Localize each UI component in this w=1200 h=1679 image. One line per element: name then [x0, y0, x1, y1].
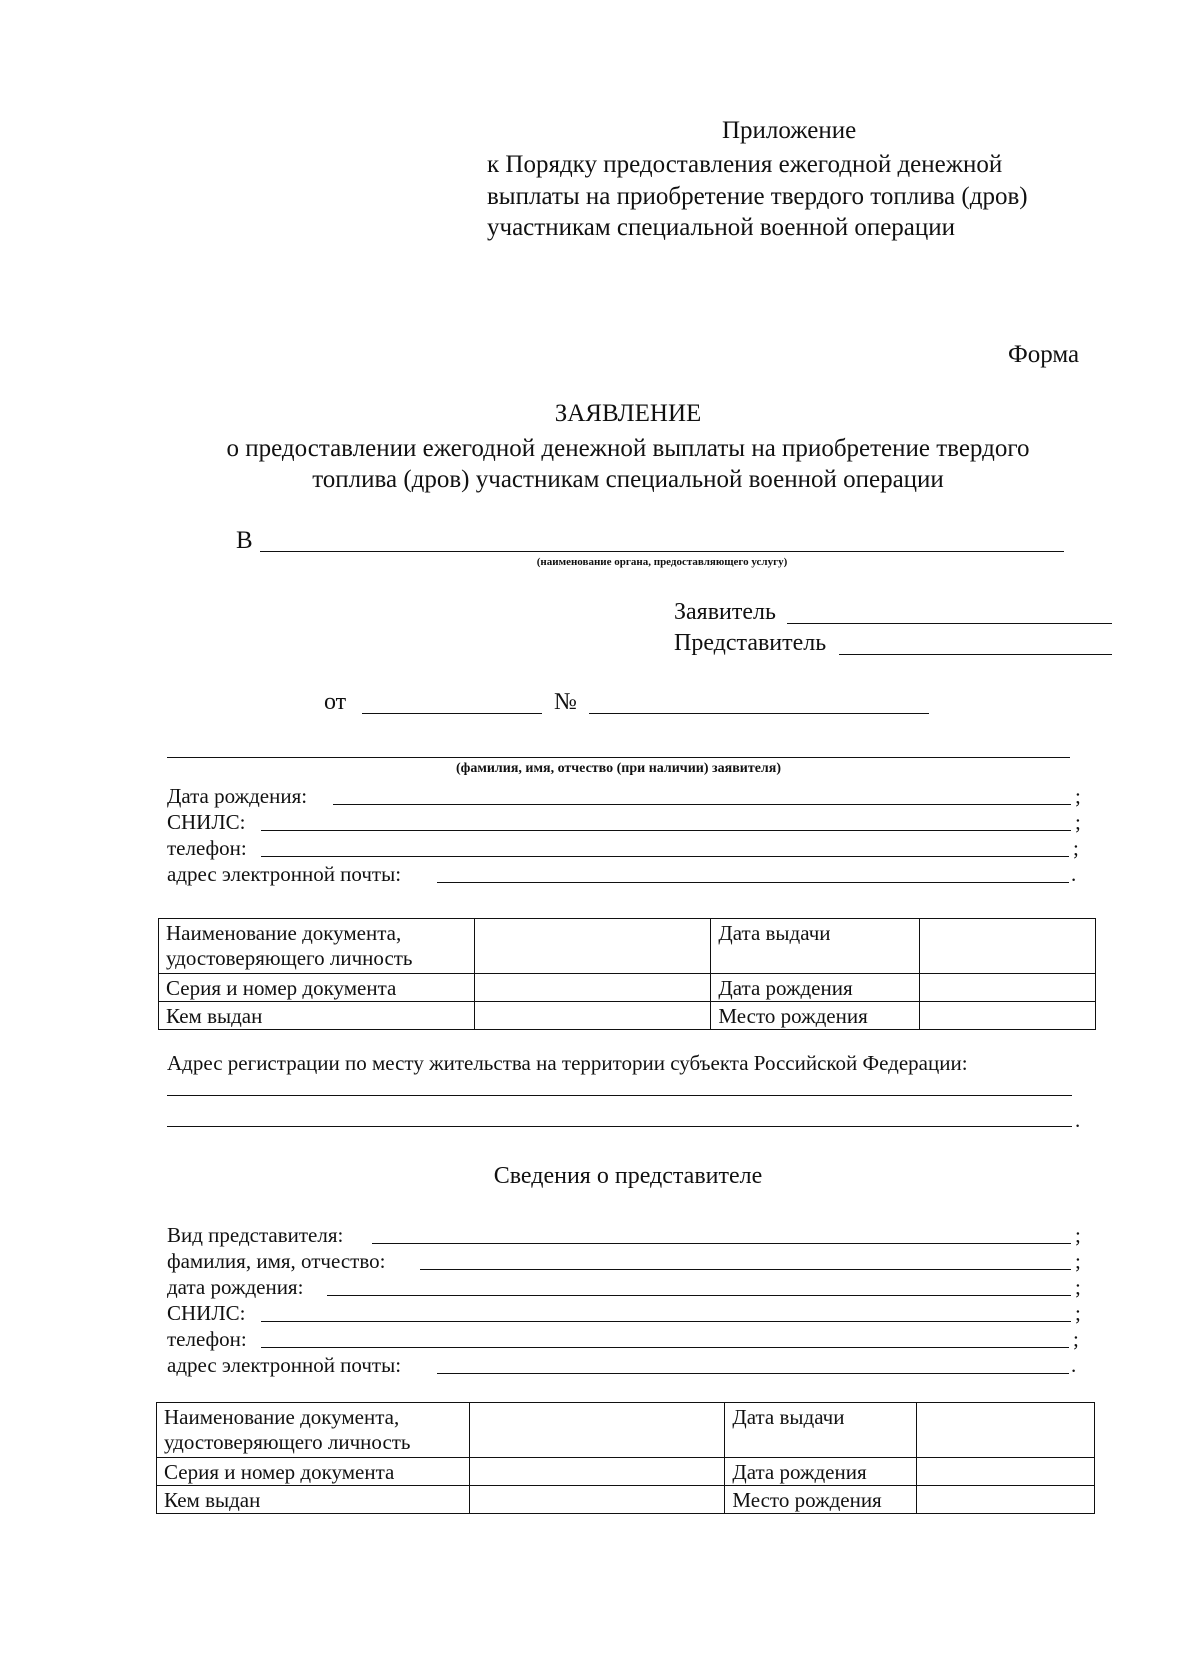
- representative-phone-label: телефон:: [167, 1327, 247, 1351]
- date-input-line[interactable]: [362, 713, 542, 714]
- representative-phone-field: [167, 1326, 1084, 1352]
- representative-email-input-line[interactable]: [437, 1373, 1069, 1374]
- doc-name-label: Наименование документа, удостоверяющего личность: [159, 919, 475, 974]
- doc-name-value[interactable]: [469, 1403, 725, 1458]
- semicolon: ;: [1075, 1275, 1081, 1299]
- phone-label: телефон:: [167, 836, 247, 860]
- applicant-fio-line[interactable]: [167, 757, 1070, 758]
- semicolon: ;: [1075, 1249, 1081, 1273]
- applicant-email-field: [167, 861, 1084, 887]
- snils-input-line[interactable]: [261, 830, 1071, 831]
- semicolon: ;: [1075, 810, 1081, 834]
- appendix-title: Приложение: [722, 117, 857, 144]
- phone-input-line[interactable]: [261, 856, 1069, 857]
- issued-by-label: Кем выдан: [159, 1002, 475, 1030]
- birth-place-value[interactable]: [917, 1486, 1095, 1514]
- issue-date-label: Дата выдачи: [711, 919, 920, 974]
- issued-by-label: Кем выдан: [157, 1486, 470, 1514]
- recipient-caption: (наименование органа, предоставляющего услугу): [536, 556, 788, 568]
- appendix-line: к Порядку предоставления ежегодной денежной: [487, 151, 1003, 178]
- appendix-line: участникам специальной военной операции: [487, 214, 956, 241]
- number-input-line[interactable]: [589, 713, 929, 714]
- fio-caption: (фамилия, имя, отчество (при наличии) заявителя): [455, 761, 782, 776]
- birth-place-label: Место рождения: [725, 1486, 917, 1514]
- representative-section-title: Сведения о представителе: [493, 1163, 763, 1189]
- semicolon: ;: [1073, 836, 1079, 860]
- applicant-label: Заявитель: [674, 599, 776, 625]
- issued-by-value[interactable]: [469, 1486, 725, 1514]
- representative-phone-input-line[interactable]: [261, 1347, 1069, 1348]
- representative-fio-field: [167, 1248, 1084, 1274]
- semicolon: ;: [1073, 1327, 1079, 1351]
- applicant-snils-field: [167, 809, 1084, 835]
- representative-fio-label: фамилия, имя, отчество:: [167, 1249, 386, 1273]
- birth-date-label: Дата рождения: [711, 974, 920, 1002]
- birth-date-value[interactable]: [917, 1458, 1095, 1486]
- dot: .: [1071, 862, 1077, 886]
- representative-kind-field: [167, 1222, 1084, 1248]
- birth-place-value[interactable]: [920, 1002, 1096, 1030]
- issue-date-label: Дата выдачи: [725, 1403, 917, 1458]
- semicolon: ;: [1075, 1223, 1081, 1247]
- representative-document-table: [156, 1402, 1095, 1514]
- birth-date-value[interactable]: [920, 974, 1096, 1002]
- document-title: ЗАЯВЛЕНИЕ: [554, 400, 702, 427]
- recipient-input-line[interactable]: [260, 551, 1064, 552]
- issue-date-value[interactable]: [920, 919, 1096, 974]
- birth-date-label: Дата рождения:: [167, 784, 308, 808]
- series-number-label: Серия и номер документа: [159, 974, 475, 1002]
- issued-by-value[interactable]: [474, 1002, 711, 1030]
- representative-birth-date-input-line[interactable]: [327, 1295, 1071, 1296]
- series-number-value[interactable]: [469, 1458, 725, 1486]
- birth-place-label: Место рождения: [711, 1002, 920, 1030]
- form-label: Форма: [1008, 341, 1080, 368]
- email-input-line[interactable]: [437, 882, 1069, 883]
- applicant-input-line[interactable]: [787, 623, 1112, 624]
- number-prefix: №: [554, 689, 577, 715]
- representative-email-label: адрес электронной почты:: [167, 1353, 402, 1377]
- dot: .: [1071, 1353, 1077, 1377]
- representative-label: Представитель: [674, 630, 827, 656]
- recipient-prefix: В: [236, 527, 253, 554]
- email-label: адрес электронной почты:: [167, 862, 402, 886]
- semicolon: ;: [1075, 1301, 1081, 1325]
- representative-fio-input-line[interactable]: [420, 1269, 1071, 1270]
- appendix-line: выплаты на приобретение твердого топлива (дров): [487, 183, 1028, 210]
- representative-birth-date-label: дата рождения:: [167, 1275, 304, 1299]
- registration-address-label: Адрес регистрации по месту жительства на территории субъекта Российской Федерации:: [167, 1051, 968, 1075]
- document-subtitle: топлива (дров) участникам специальной военной операции: [312, 466, 944, 493]
- birth-date-input-line[interactable]: [333, 804, 1071, 805]
- representative-snils-input-line[interactable]: [261, 1321, 1071, 1322]
- issue-date-value[interactable]: [917, 1403, 1095, 1458]
- doc-name-label: Наименование документа, удостоверяющего личность: [157, 1403, 470, 1458]
- snils-label: СНИЛС:: [167, 810, 246, 834]
- date-prefix: от: [324, 689, 347, 715]
- applicant-phone-field: [167, 835, 1084, 861]
- representative-birth-date-field: [167, 1274, 1084, 1300]
- representative-kind-label: Вид представителя:: [167, 1223, 344, 1247]
- series-number-value[interactable]: [474, 974, 711, 1002]
- series-number-label: Серия и номер документа: [157, 1458, 470, 1486]
- representative-email-field: [167, 1352, 1084, 1378]
- representative-input-line[interactable]: [839, 654, 1112, 655]
- birth-date-label: Дата рождения: [725, 1458, 917, 1486]
- representative-snils-field: [167, 1300, 1084, 1326]
- document-subtitle: о предоставлении ежегодной денежной выплаты на приобретение твердого: [226, 435, 1030, 462]
- applicant-document-table: [158, 918, 1096, 1030]
- applicant-birth-date-field: [167, 783, 1084, 809]
- registration-address-line[interactable]: [167, 1095, 1072, 1096]
- semicolon: ;: [1075, 784, 1081, 808]
- representative-snils-label: СНИЛС:: [167, 1301, 246, 1325]
- doc-name-value[interactable]: [474, 919, 711, 974]
- dot: .: [1075, 1108, 1081, 1132]
- representative-kind-input-line[interactable]: [372, 1243, 1071, 1244]
- registration-address-line[interactable]: [167, 1126, 1072, 1127]
